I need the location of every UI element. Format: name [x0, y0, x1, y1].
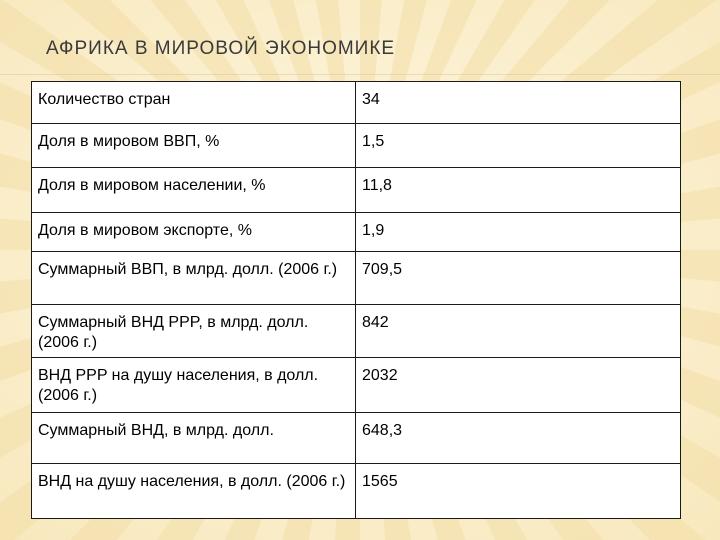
economy-table [31, 81, 681, 519]
row-label: Суммарный ВНД, в млрд. долл. [32, 413, 356, 464]
row-label: Доля в мировом населении, % [32, 168, 356, 213]
table-row [32, 213, 681, 252]
row-label: ВНД PPP на душу населения, в долл. (2006 г.) [32, 358, 356, 413]
table-row [32, 305, 681, 358]
row-value: 1565 [356, 464, 681, 519]
row-label: Доля в мировом ВВП, % [32, 124, 356, 168]
row-value: 648,3 [356, 413, 681, 464]
row-label: Суммарный ВВП, в млрд. долл. (2006 г.) [32, 252, 356, 305]
row-label: Доля в мировом экспорте, % [32, 213, 356, 252]
row-value: 709,5 [356, 252, 681, 305]
slide-title: АФРИКА В МИРОВОЙ ЭКОНОМИКЕ [46, 38, 396, 59]
table-row [32, 252, 681, 305]
table-row [32, 168, 681, 213]
row-label: Суммарный ВНД PPP, в млрд. долл. (2006 г.) [32, 305, 356, 358]
row-value: 1,5 [356, 124, 681, 168]
row-label: Количество стран [32, 82, 356, 124]
table-row [32, 124, 681, 168]
table-row [32, 464, 681, 519]
row-value: 1,9 [356, 213, 681, 252]
row-value: 34 [356, 82, 681, 124]
table-row [32, 413, 681, 464]
row-label: ВНД на душу населения, в долл. (2006 г.) [32, 464, 356, 519]
table-row [32, 358, 681, 413]
title-divider [0, 74, 720, 75]
table-row [32, 82, 681, 124]
row-value: 11,8 [356, 168, 681, 213]
row-value: 2032 [356, 358, 681, 413]
row-value: 842 [356, 305, 681, 358]
